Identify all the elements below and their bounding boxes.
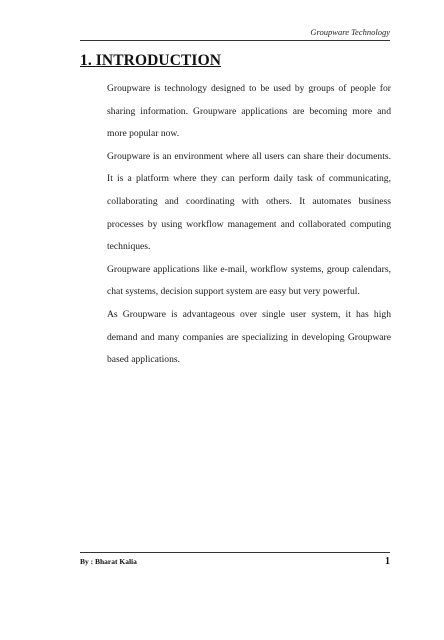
paragraph: Groupware applications like e-mail, workflow systems, group calendars, chat systems, decision support system are easy but very powerful. — [107, 263, 391, 298]
header-rule — [80, 40, 390, 41]
running-header: Groupware Technology — [310, 27, 390, 37]
footer-author: By : Bharat Kalia — [80, 557, 137, 566]
body-text — [107, 78, 391, 372]
paragraph: Groupware is technology designed to be used by groups of people for sharing information. Groupware applications are becoming more and more popular now. — [107, 83, 391, 140]
paragraph: As Groupware is advantageous over single user system, it has high demand and many companies are specializing in developing Groupware based applications. — [107, 308, 391, 366]
paragraph: Groupware is an environment where all users can share their documents. It is a platform where they can perform daily task of communicating, collaborating and coordinating with others. It automates business processes by using workflow management and collaborated computing techniques. — [107, 150, 391, 253]
footer-rule — [80, 552, 390, 553]
section-title: 1. INTRODUCTION — [80, 52, 222, 69]
page-number: 1 — [385, 556, 390, 567]
